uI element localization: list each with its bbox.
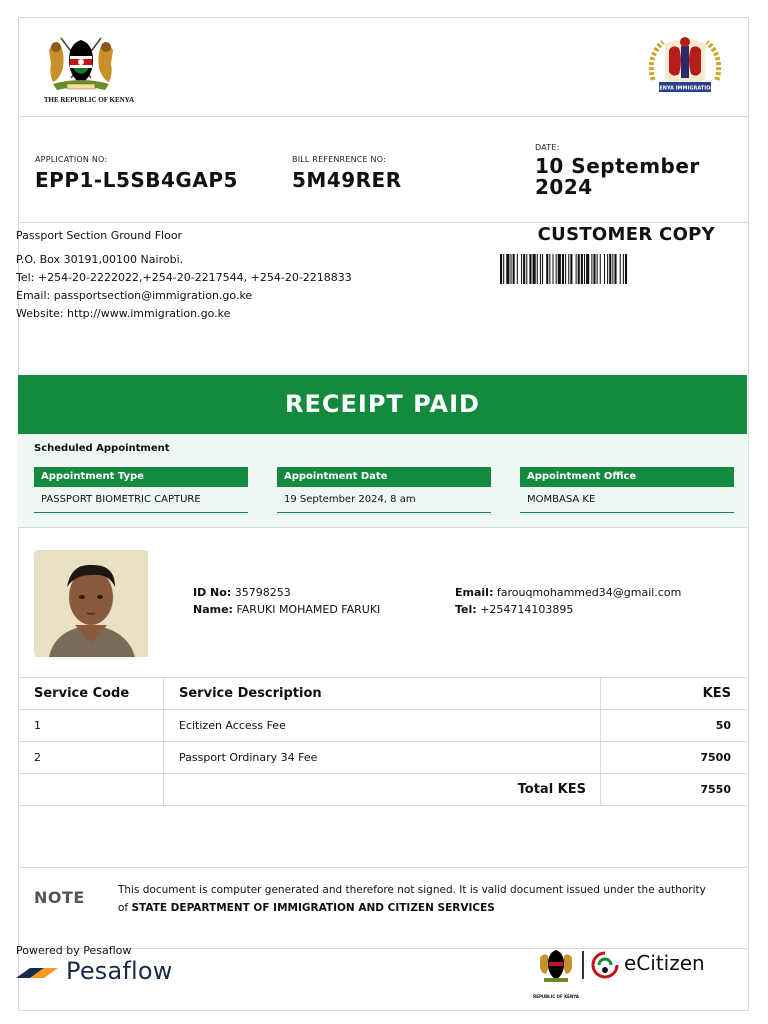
- header-logo-row: [19, 18, 748, 117]
- office-name: Passport Section Ground Floor: [16, 229, 183, 242]
- application-no-block: [35, 155, 238, 192]
- office-tel: Tel: +254-20-2222022,+254-20-2217544, +254-20-2218833: [16, 271, 352, 284]
- note-authority: STATE DEPARTMENT OF IMMIGRATION AND CITIZEN SERVICES: [131, 902, 495, 914]
- powered-by-text: Powered by Pesaflow: [16, 944, 132, 957]
- date-block: [535, 143, 735, 198]
- service-amount: 7500: [700, 751, 731, 764]
- bill-reference-block: [292, 155, 402, 192]
- ecitizen-coa-text: REPUBLIC OF KENYA: [533, 994, 579, 999]
- appointment-office-header: Appointment Office: [520, 467, 734, 487]
- ecitizen-coat-of-arms-icon: [533, 944, 579, 1000]
- total-value: 7550: [700, 783, 731, 796]
- application-no-label: APPLICATION NO:: [35, 155, 108, 164]
- id-label: ID No:: [193, 586, 232, 599]
- id-value: 35798253: [234, 586, 291, 599]
- appointment-type-value: PASSPORT BIOMETRIC CAPTURE: [34, 487, 248, 513]
- service-code: 1: [34, 719, 41, 732]
- service-amount: 50: [715, 719, 731, 732]
- kenya-immigration-emblem-icon: [643, 32, 727, 106]
- name-label: Name:: [193, 603, 233, 616]
- pesaflow-wordmark: Pesaflow: [66, 957, 173, 985]
- email-label: Email:: [455, 586, 494, 599]
- office-address: [16, 227, 352, 323]
- appointment-date-header: Appointment Date: [277, 467, 491, 487]
- appointment-title: Scheduled Appointment: [34, 443, 170, 454]
- receipt-document: [18, 17, 749, 1011]
- tel-value: +254714103895: [480, 603, 574, 616]
- application-details-row: [19, 117, 748, 223]
- service-description: Ecitizen Access Fee: [179, 719, 286, 732]
- email-value: farouqmohammed34@gmail.com: [496, 586, 682, 599]
- ecitizen-wordmark: eCitizen: [624, 951, 705, 975]
- office-email: Email: passportsection@immigration.go.ke: [16, 289, 253, 302]
- office-po-box: P.O. Box 30191,00100 Nairobi.: [16, 253, 184, 266]
- kes-header: KES: [702, 686, 731, 701]
- republic-of-kenya-text: THE REPUBLIC OF KENYA: [43, 96, 135, 104]
- ecitizen-logo-icon: [591, 950, 619, 980]
- immigration-logo-text: KENYA IMMIGRATION: [655, 85, 715, 92]
- total-label: Total KES: [517, 782, 586, 797]
- application-no-value: EPP1-L5SB4GAP5: [35, 168, 238, 192]
- pesaflow-logo-icon: [14, 960, 60, 986]
- service-description-header: Service Description: [179, 686, 322, 701]
- appointment-type-header: Appointment Type: [34, 467, 248, 487]
- barcode-icon: [500, 254, 708, 284]
- date-label: DATE:: [535, 143, 560, 152]
- receipt-paid-banner: RECEIPT PAID: [18, 375, 747, 434]
- name-value: FARUKI MOHAMED FARUKI: [236, 603, 381, 616]
- customer-copy-label: CUSTOMER COPY: [537, 224, 715, 245]
- footer-divider: [582, 951, 584, 979]
- note-body: This document is computer generated and therefore not signed. It is valid document issued under the authority of: [118, 884, 706, 914]
- tel-label: Tel:: [455, 603, 477, 616]
- date-value: 10 September 2024: [535, 154, 700, 199]
- bill-reference-value: 5M49RER: [292, 168, 402, 192]
- appointment-date-value: 19 September 2024, 8 am: [277, 487, 491, 513]
- service-code: 2: [34, 751, 41, 764]
- appointment-office-value: MOMBASA KE: [520, 487, 734, 513]
- bill-reference-label: BILL REFENRENCE NO:: [292, 155, 386, 164]
- service-code-header: Service Code: [34, 686, 130, 701]
- kenya-coat-of-arms-icon: [31, 30, 135, 108]
- note-label: NOTE: [34, 888, 85, 907]
- service-description: Passport Ordinary 34 Fee: [179, 751, 318, 764]
- office-website: Website: http://www.immigration.go.ke: [16, 307, 231, 320]
